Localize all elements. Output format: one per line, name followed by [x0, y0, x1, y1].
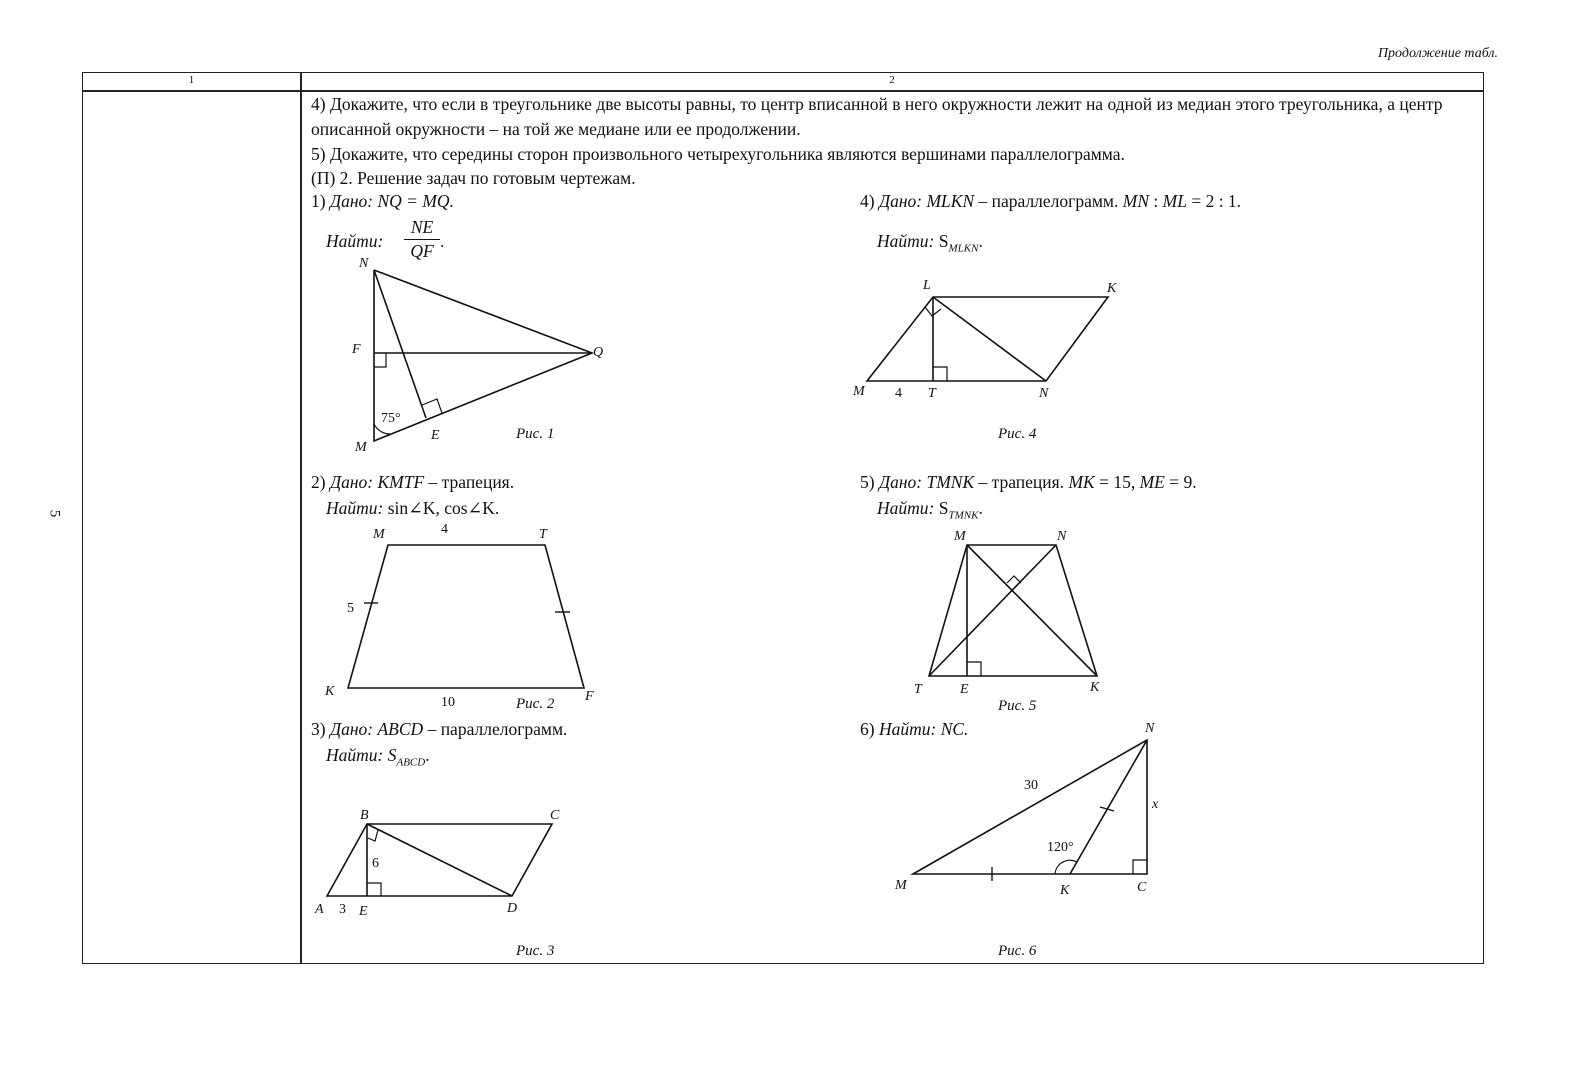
fraction-numerator: NE [410, 217, 434, 237]
fig5-label-n: N [1057, 529, 1067, 544]
fig1-label-n: N [359, 256, 369, 271]
fig2-label-m: M [373, 527, 385, 542]
column-header-2: 2 [889, 74, 895, 86]
problem-4-given: 4) Дано: MLKN – параллелограмм. MN : ML = 2 : 1. [860, 191, 1242, 211]
caption-fig-6: Рис. 6 [998, 943, 1037, 959]
fraction-end: . [440, 231, 445, 251]
fig2-length-top: 4 [441, 522, 448, 537]
column-separator [300, 73, 302, 963]
fig2-label-t: T [539, 527, 547, 542]
fig4-label-t: T [928, 386, 936, 401]
problem-6-find: 6) Найти: NC. [860, 719, 969, 739]
fig5-label-m: M [954, 529, 966, 544]
problem-3-given: 3) Дано: ABCD – параллелограмм. [311, 719, 568, 739]
fig6-label-x: x [1152, 797, 1159, 812]
fig3-label-c: C [550, 808, 560, 823]
fig4-length-mt: 4 [895, 386, 902, 401]
fig6-label-k: K [1060, 883, 1070, 898]
item-5-text: 5) Докажите, что середины сторон произвольного четырехугольника являются вершинами параллелограмма. [311, 144, 1125, 164]
fig1-label-e: E [431, 428, 440, 443]
page-number: 5 [46, 509, 63, 518]
caption-fig-5: Рис. 5 [998, 698, 1037, 714]
problem-1-given: 1) Дано: NQ = MQ. [311, 191, 454, 211]
fraction-denominator: QF [410, 241, 434, 261]
problem-3-find: Найти: $S_{ABCD}$. [326, 745, 430, 769]
fig1-angle: 75° [381, 411, 401, 426]
item-4-text: 4) Докажите, что если в треугольнике две высоты равны, то центр вписанной в него окружности лежит на одной из медиан этого треугольника, а центр описанной окружности – на той же медиане или ее продолжении. [311, 94, 1443, 139]
section-heading: (П) 2. Решение задач по готовым чертежам. [311, 168, 636, 188]
fig2-label-f: F [585, 689, 594, 704]
fig6-label-m: M [895, 878, 907, 893]
fig1-label-f: F [352, 342, 361, 357]
fig1-label-m: M [355, 440, 367, 455]
problem-2-find: Найти: sin∠K, cos∠K. [326, 498, 500, 518]
fig3-label-d: D [507, 901, 518, 916]
fig1-label-q: Q [593, 345, 604, 360]
continuation-note: Продолжение табл. [1377, 46, 1498, 61]
problem-5-find: Найти: $S_{TMNK}$. [877, 498, 983, 522]
fig3-height: 6 [372, 856, 379, 871]
problem-4-find: Найти: $S_{MLKN}$. [877, 231, 983, 255]
fig3-label-e: E [359, 904, 368, 919]
fig2-length-side: 5 [347, 601, 354, 616]
fig3-label-b: B [360, 808, 369, 823]
caption-fig-3: Рис. 3 [516, 943, 555, 959]
fig2-label-k: K [325, 684, 335, 699]
problem-1-find-label: Найти: [326, 231, 384, 251]
fig4-label-k: K [1107, 281, 1117, 296]
fig5-label-t: T [914, 682, 922, 697]
fig2-length-bottom: 10 [441, 695, 455, 710]
table-frame [82, 72, 1484, 964]
caption-fig-2: Рис. 2 [516, 696, 555, 712]
caption-fig-4: Рис. 4 [998, 426, 1037, 442]
problem-1-fraction [404, 217, 440, 262]
fig6-length-mn: 30 [1024, 778, 1038, 793]
problem-5-given: 5) Дано: TMNK – трапеция. MK = 15, ME = 9. [860, 472, 1197, 492]
fig5-label-e: E [960, 682, 969, 697]
column-header-1: 1 [188, 74, 195, 86]
caption-fig-1: Рис. 1 [516, 426, 555, 442]
fig4-label-m: M [853, 384, 865, 399]
fig6-angle: 120° [1047, 840, 1074, 855]
fig4-label-l: L [923, 278, 931, 293]
fig3-label-a: A [315, 902, 324, 917]
fig4-label-n: N [1039, 386, 1049, 401]
fig5-label-k: K [1090, 680, 1100, 695]
problem-2-given: 2) Дано: KMTF – трапеция. [311, 472, 515, 492]
fig6-label-c: C [1137, 880, 1147, 895]
fig6-label-n: N [1145, 721, 1155, 736]
fig3-length-ae: 3 [339, 902, 346, 917]
